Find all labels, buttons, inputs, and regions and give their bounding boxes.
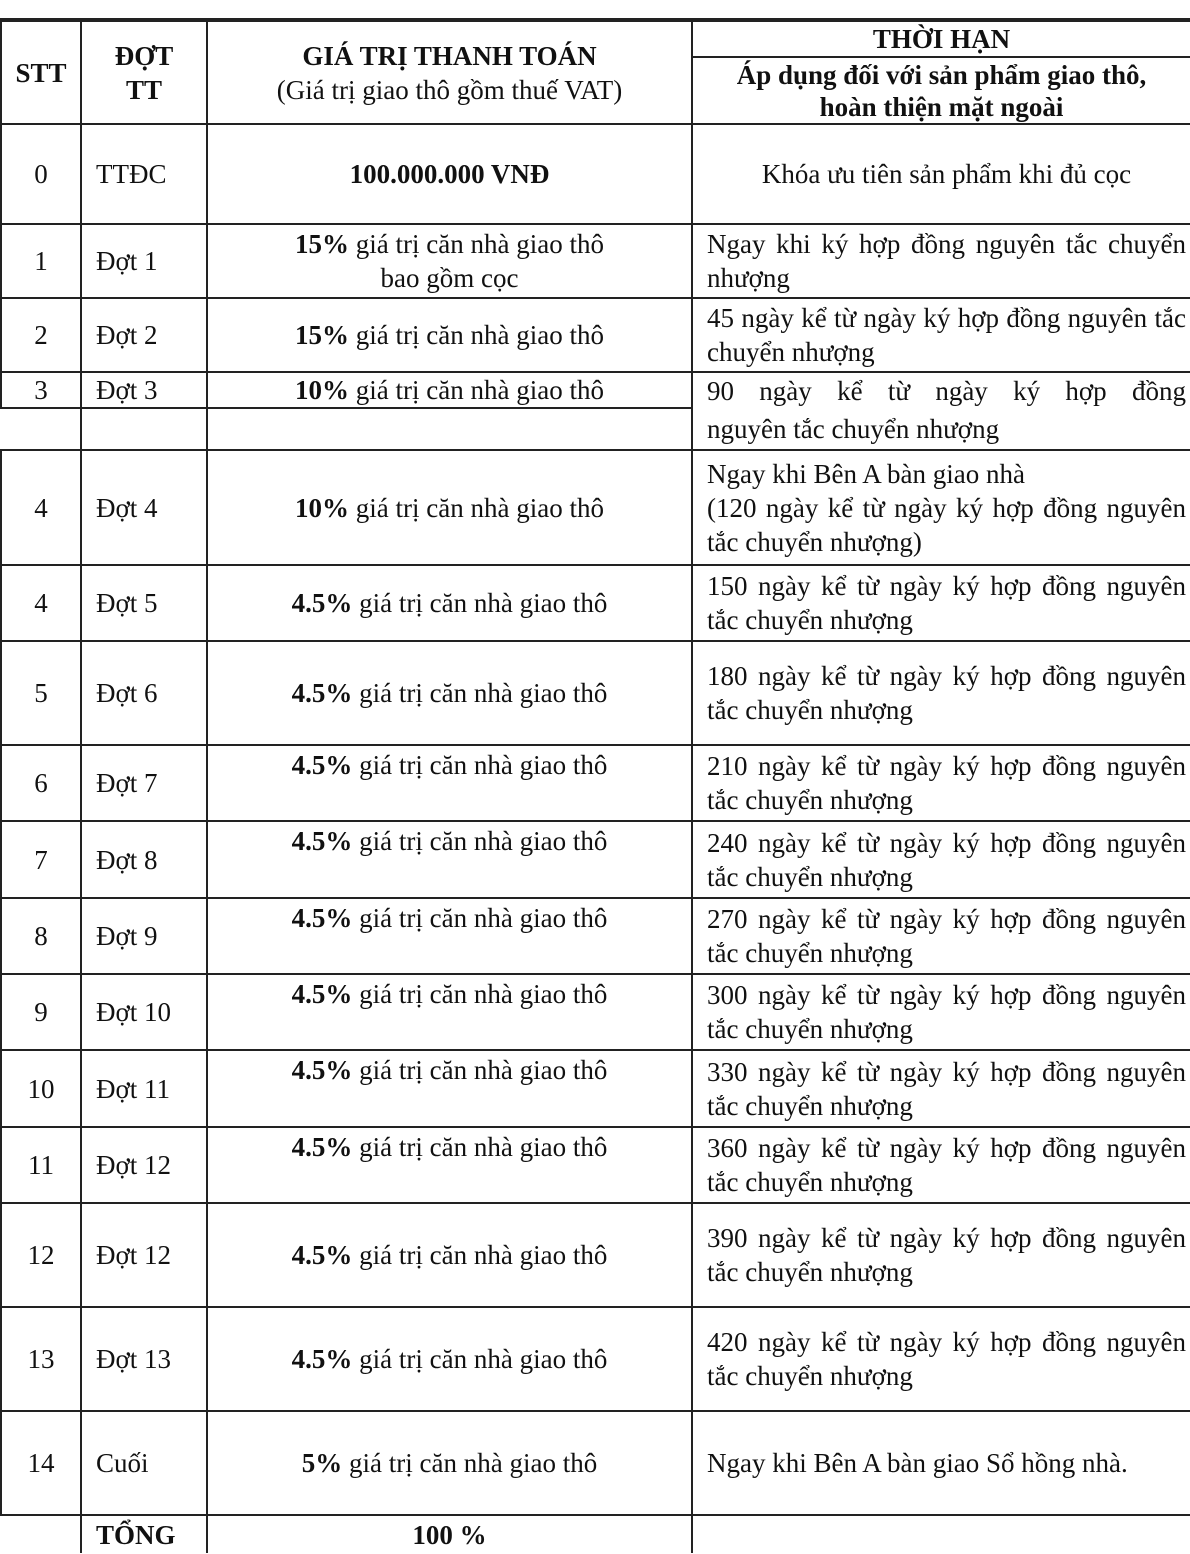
total-value: 100 % [207,1515,692,1553]
cell-term: 270 ngày kể từ ngày ký hợp đồng nguyên tắc chuyển nhượng [692,898,1190,974]
cell-stt: 2 [1,298,81,372]
value-rest: giá trị căn nhà giao thô [352,1344,608,1374]
value-bold: 100.000.000 VNĐ [349,159,550,189]
cell-term: 300 ngày kể từ ngày ký hợp đồng nguyên tắc chuyển nhượng [692,974,1190,1050]
cell-dot: Đợt 6 [81,641,207,745]
value-rest: giá trị căn nhà giao thô [352,750,608,780]
header-dot-line1: ĐỢT [114,40,174,71]
cell-term [692,450,1190,565]
cell-value [207,124,692,224]
value-bold: 4.5% [291,588,353,618]
value-rest: giá trị căn nhà giao thô [342,1448,598,1478]
cell-value [207,450,692,565]
value-rest: giá trị căn nhà giao thô [352,1240,608,1270]
cell-value [207,298,692,372]
cell-value [207,224,692,298]
term-line1: Ngay khi Bên A bàn giao nhà [707,458,1025,489]
value-bold: 15% [295,229,350,259]
cell-term: 45 ngày kể từ ngày ký hợp đồng nguyên tắc chuyển nhượng [692,298,1190,372]
header-value-subtitle: (Giá trị giao thô gồm thuế VAT) [276,74,623,105]
cell-term: Khóa ưu tiên sản phẩm khi đủ cọc [692,124,1190,224]
cell-value-empty [207,408,692,450]
table-row [1,898,1190,974]
value-bold: 4.5% [291,678,353,708]
header-value-title: GIÁ TRỊ THANH TOÁN [302,40,597,71]
value-rest: giá trị căn nhà giao thô [352,979,608,1009]
cell-dot: Đợt 10 [81,974,207,1050]
cell-term: 180 ngày kể từ ngày ký hợp đồng nguyên tắc chuyển nhượng [692,641,1190,745]
cell-stt: 5 [1,641,81,745]
cell-term: 90 ngày kể từ ngày ký hợp đồng [692,372,1190,408]
cell-stt: 13 [1,1307,81,1411]
cell-stt: 7 [1,821,81,898]
cell-stt-empty [1,1515,81,1553]
cell-dot: Đợt 4 [81,450,207,565]
value-bold: 4.5% [291,826,353,856]
cell-dot: Đợt 8 [81,821,207,898]
table-row [1,1411,1190,1515]
cell-dot: Đợt 2 [81,298,207,372]
table-row [1,821,1190,898]
cell-dot: Đợt 7 [81,745,207,821]
value-rest: giá trị căn nhà giao thô [352,826,608,856]
header-term-title: THỜI HẠN [692,21,1190,57]
cell-value [207,821,692,898]
table-row [1,745,1190,821]
header-row [1,21,1190,57]
value-bold: 10% [295,375,350,405]
value-rest: giá trị căn nhà giao thô [352,678,608,708]
value-rest: giá trị căn nhà giao thô [349,375,604,405]
total-row [1,1515,1190,1553]
value-rest: giá trị căn nhà giao thô [352,1132,608,1162]
cell-dot: Cuối [81,1411,207,1515]
table-row [1,1127,1190,1203]
cell-value [207,1307,692,1411]
cell-value [207,372,692,408]
value-bold: 4.5% [291,750,353,780]
table-row [1,641,1190,745]
cell-stt: 3 [1,372,81,408]
cell-value [207,898,692,974]
cell-dot: Đợt 3 [81,372,207,408]
table-row [1,565,1190,641]
cell-term: 330 ngày kể từ ngày ký hợp đồng nguyên tắc chuyển nhượng [692,1050,1190,1127]
cell-stt: 14 [1,1411,81,1515]
cell-value [207,745,692,821]
cell-value [207,1127,692,1203]
table-row [1,1307,1190,1411]
cell-value [207,641,692,745]
value-rest: giá trị căn nhà giao thô [349,492,604,523]
table-row [1,1050,1190,1127]
value-line2: bao gồm cọc [380,263,519,293]
value-bold: 4.5% [291,1240,353,1270]
table-row [1,974,1190,1050]
value-bold: 4.5% [291,1132,353,1162]
cell-term: 210 ngày kể từ ngày ký hợp đồng nguyên tắc chuyển nhượng [692,745,1190,821]
cell-term: Ngay khi Bên A bàn giao Sổ hồng nhà. [692,1411,1190,1515]
cell-value [207,1050,692,1127]
cell-stt: 8 [1,898,81,974]
table-row [1,298,1190,372]
cell-value [207,1203,692,1307]
header-term-sub-line2: hoàn thiện mặt ngoài [819,91,1064,122]
cell-term: 360 ngày kể từ ngày ký hợp đồng nguyên tắc chuyển nhượng [692,1127,1190,1203]
table-row-continued [1,408,1190,450]
cell-term: 150 ngày kể từ ngày ký hợp đồng nguyên tắc chuyển nhượng [692,565,1190,641]
cell-stt: 11 [1,1127,81,1203]
cell-stt-empty [1,408,81,450]
table-row [1,372,1190,408]
value-rest: giá trị căn nhà giao thô [349,229,604,259]
cell-term-empty [692,1515,1190,1553]
payment-schedule-table [0,20,1190,1553]
value-bold: 4.5% [291,1344,353,1374]
value-rest: giá trị căn nhà giao thô [352,588,608,618]
cell-dot: Đợt 13 [81,1307,207,1411]
cell-term: 390 ngày kể từ ngày ký hợp đồng nguyên tắc chuyển nhượng [692,1203,1190,1307]
value-rest: giá trị căn nhà giao thô [352,1055,608,1085]
cell-dot: Đợt 12 [81,1127,207,1203]
cell-stt: 1 [1,224,81,298]
cell-term: Ngay khi ký hợp đồng nguyên tắc chuyển nhượng [692,224,1190,298]
header-term-sub-line1: Áp dụng đối với sản phẩm giao thô, [736,59,1147,90]
table-row [1,224,1190,298]
cell-stt: 10 [1,1050,81,1127]
value-bold: 5% [301,1448,343,1478]
cell-term: 240 ngày kể từ ngày ký hợp đồng nguyên tắc chuyển nhượng [692,821,1190,898]
cell-value [207,974,692,1050]
cell-dot: Đợt 5 [81,565,207,641]
value-bold: 4.5% [291,903,353,933]
table-row [1,124,1190,224]
header-term-subtitle [692,57,1190,124]
table-row [1,450,1190,565]
cell-stt: 4 [1,450,81,565]
cell-dot: Đợt 1 [81,224,207,298]
table-row [1,1203,1190,1307]
value-bold: 10% [295,492,350,523]
cell-stt: 9 [1,974,81,1050]
cell-dot: Đợt 9 [81,898,207,974]
header-value [207,21,692,124]
header-dot [81,21,207,124]
cell-stt: 4 [1,565,81,641]
cell-term-continued: nguyên tắc chuyển nhượng [692,408,1190,450]
value-rest: giá trị căn nhà giao thô [349,320,604,350]
cell-term: 420 ngày kể từ ngày ký hợp đồng nguyên tắc chuyển nhượng [692,1307,1190,1411]
cell-value [207,565,692,641]
value-bold: 15% [295,320,350,350]
value-rest: giá trị căn nhà giao thô [352,903,608,933]
value-bold: 4.5% [291,979,353,1009]
value-bold: 4.5% [291,1055,353,1085]
cell-stt: 12 [1,1203,81,1307]
total-label: TỔNG [81,1515,207,1553]
cell-stt: 6 [1,745,81,821]
cell-stt: 0 [1,124,81,224]
header-stt: STT [1,21,81,124]
header-dot-line2: TT [125,74,163,105]
cell-dot: TTĐC [81,124,207,224]
cell-dot-empty [81,408,207,450]
term-line2: (120 ngày kể từ ngày ký hợp đồng nguyên tắc chuyển nhượng) [707,492,1186,557]
cell-dot: Đợt 12 [81,1203,207,1307]
cell-value [207,1411,692,1515]
cell-dot: Đợt 11 [81,1050,207,1127]
value-line1 [214,227,685,261]
